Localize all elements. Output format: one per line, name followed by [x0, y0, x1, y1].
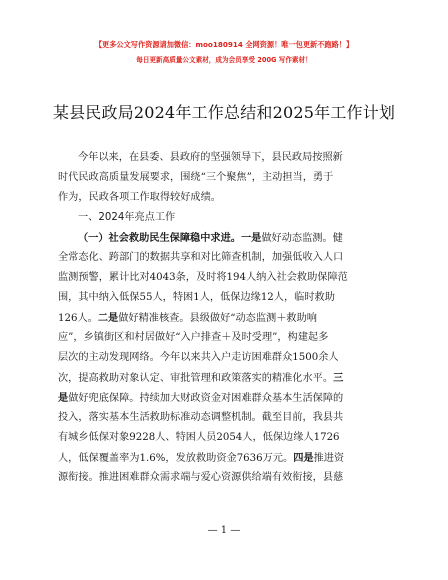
section-heading: 一、2024年亮点工作	[78, 212, 176, 223]
text-run: 人，低保覆盖率为1.6%，发放救助资金7636万元。	[58, 453, 294, 464]
paragraph-line: 投入，落实基本生活救助标准动态调整机制。截至目前，我县共	[58, 412, 344, 423]
paragraph-line	[58, 368, 388, 388]
intro-line: 时代民政高质量发展要求，围绕“三个聚焦”，主动担当，勇于	[58, 172, 334, 183]
paragraph-line: 源衔接。推进困难群众需求端与爱心资源供给端有效衔接，县慈	[58, 472, 344, 483]
subsection-first-line	[58, 228, 388, 248]
text-run: 126人。	[58, 313, 98, 324]
text-run: 做好兜底保障。持续加大财政资金对困难群众基本生活保障的	[68, 393, 344, 404]
paragraph-line: 围，其中纳入低保55人，特困1人，低保边缘12人，临时救助	[58, 292, 335, 303]
ordinal-lead: 是	[58, 392, 69, 404]
text-run: 次，提高救助对象认定、审批管理和政策落实的精准化水平。	[58, 373, 334, 384]
ordinal-lead: 三	[333, 372, 344, 384]
paragraph-line: 层次的主动发现网络。今年以来共入户走访困难群众1500余人	[58, 352, 339, 363]
ordinal-lead: 一是	[241, 232, 262, 244]
paragraph-line: 监测预警，累计比对4043条，及时将194人纳入社会救助保障范	[58, 272, 348, 283]
text-run: 做好动态监测。健	[261, 233, 343, 244]
text-run: 做好精准核查。县级做好“动态监测＋救助响	[118, 313, 317, 324]
ordinal-lead: 二是	[97, 312, 119, 324]
document-title: 某县民政局2024年工作总结和2025年工作计划	[52, 103, 396, 122]
ordinal-lead: 四是	[293, 452, 314, 464]
paragraph-line	[58, 388, 388, 408]
promo-banner-line1: 【更多公文写作资源请加微信：moo180914 全网资源！唯一包更新不跑路！】	[94, 40, 354, 49]
document-body	[58, 148, 388, 488]
paragraph-line	[58, 308, 388, 328]
subsection-heading: （一）社会救助民生保障稳中求进。	[78, 232, 241, 244]
paragraph-line: 有城乡低保对象9228人、特困人员2054人，低保边缘人1726	[58, 432, 340, 443]
text-run: 推进资	[313, 453, 345, 464]
paragraph-line: 全常态化、跨部门的数据共享和对比筛查机制，加强低收入人口	[58, 252, 344, 263]
intro-line: 今年以来，在县委、县政府的坚强领导下，县民政局按照新	[78, 152, 343, 163]
intro-line: 作为，民政各项工作取得较好成绩。	[58, 192, 221, 203]
promo-banner-line2: 每日更新高质量公文素材，成为会员享受 200G 写作素材！	[136, 56, 312, 64]
paragraph-line: 应”，乡镇街区和村居做好“入户排查＋及时受理”，构建起多	[58, 332, 329, 343]
paragraph-line	[58, 448, 388, 468]
page-number: — 1 —	[207, 525, 241, 536]
